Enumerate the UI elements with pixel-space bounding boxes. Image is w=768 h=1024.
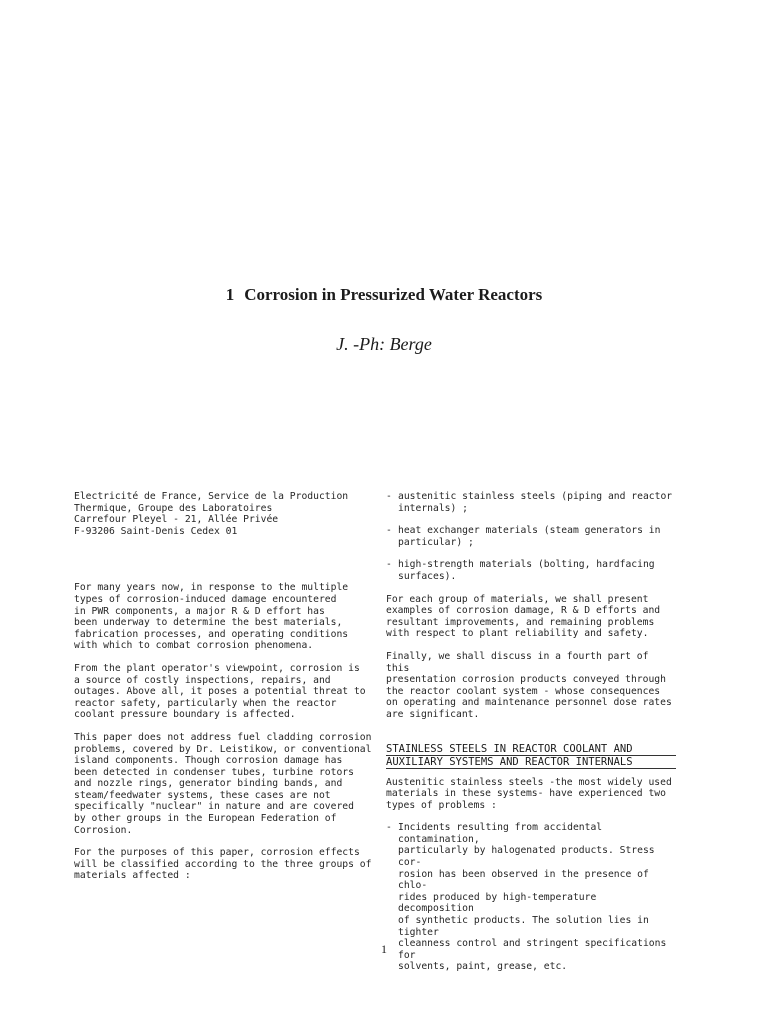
- bullet-dash: -: [386, 559, 392, 571]
- paragraph-classification: For the purposes of this paper, corrosion effects will be classified according to the three groups of materials affected :: [74, 847, 372, 882]
- bullet-dash: -: [386, 822, 392, 834]
- paragraph-each-group: For each group of materials, we shall present examples of corrosion damage, R & D efforts and resultant improvements, and remaining problems with respect to plant reliability and safety.: [386, 593, 661, 640]
- chapter-title-text: Corrosion in Pressurized Water Reactors: [244, 285, 543, 304]
- paragraph-scope: This paper does not address fuel cladding corrosion problems, covered by Dr. Leistikow, or conventional island components. Though corrosion damage has been detected in condenser tubes, turbine rotors and nozzle rings, generator binding bands, and steam/feedwater systems, these cases are not specifically "nuclear" in nature and are covered by other groups in the European Federation of Corrosion.: [74, 731, 372, 836]
- author-name: J. -Ph: Berge: [336, 334, 432, 354]
- paragraph-corrosion-products: Finally, we shall discuss in a fourth part of this presentation corrosion products conveyed through the reactor coolant system - whose consequences on operating and maintenance personnel dose rates are significant.: [386, 650, 672, 720]
- list-item: - austenitic stainless steels (piping and reactor internals) ;: [386, 491, 673, 514]
- left-column: [74, 491, 374, 893]
- section-heading: [386, 743, 676, 769]
- bullet-dash: -: [386, 525, 392, 537]
- page-number: 1: [381, 942, 387, 956]
- list-item: - Incidents resulting from accidental contamination, particularly by halogenated products. Stress cor- rosion has been observed in the presence of chlo- rides produced by high-temperature decomposition of synthetic products. The solution lies in tighter cleanness control and stringent specifications for solvents, paint, grease, etc.: [386, 822, 667, 973]
- chapter-title: [0, 284, 768, 306]
- section-heading-line: AUXILIARY SYSTEMS AND REACTOR INTERNALS: [386, 756, 676, 769]
- affiliation-address: Electricité de France, Service de la Production Thermique, Groupe des Laboratoires Carrefour Pleyel - 21, Allée Privée F-93206 Saint-Denis Cedex 01: [74, 491, 349, 537]
- right-column: [386, 491, 676, 980]
- paragraph-operator-viewpoint: From the plant operator's viewpoint, corrosion is a source of costly inspections, repairs, and outages. Above all, it poses a potential threat to reactor safety, particularly when the reactor coolant pressure boundary is affected.: [74, 662, 366, 721]
- bullet-dash: -: [386, 491, 392, 502]
- chapter-number: 1: [225, 285, 235, 304]
- paragraph-intro: For many years now, in response to the multiple types of corrosion-induced damage encountered in PWR components, a major R & D effort has been underway to determine the best materials, fabrication processes, and operating conditions with which to combat corrosion phenomena.: [74, 582, 349, 652]
- list-item: - high-strength materials (bolting, hardfacing surfaces).: [386, 559, 655, 582]
- material-groups-list: [386, 491, 676, 583]
- list-item: - heat exchanger materials (steam generators in particular) ;: [386, 525, 661, 548]
- section-intro: Austenitic stainless steels -the most widely used materials in these systems- have experienced two types of problems :: [386, 776, 672, 811]
- section-heading-line: STAINLESS STEELS IN REACTOR COOLANT AND: [386, 743, 676, 756]
